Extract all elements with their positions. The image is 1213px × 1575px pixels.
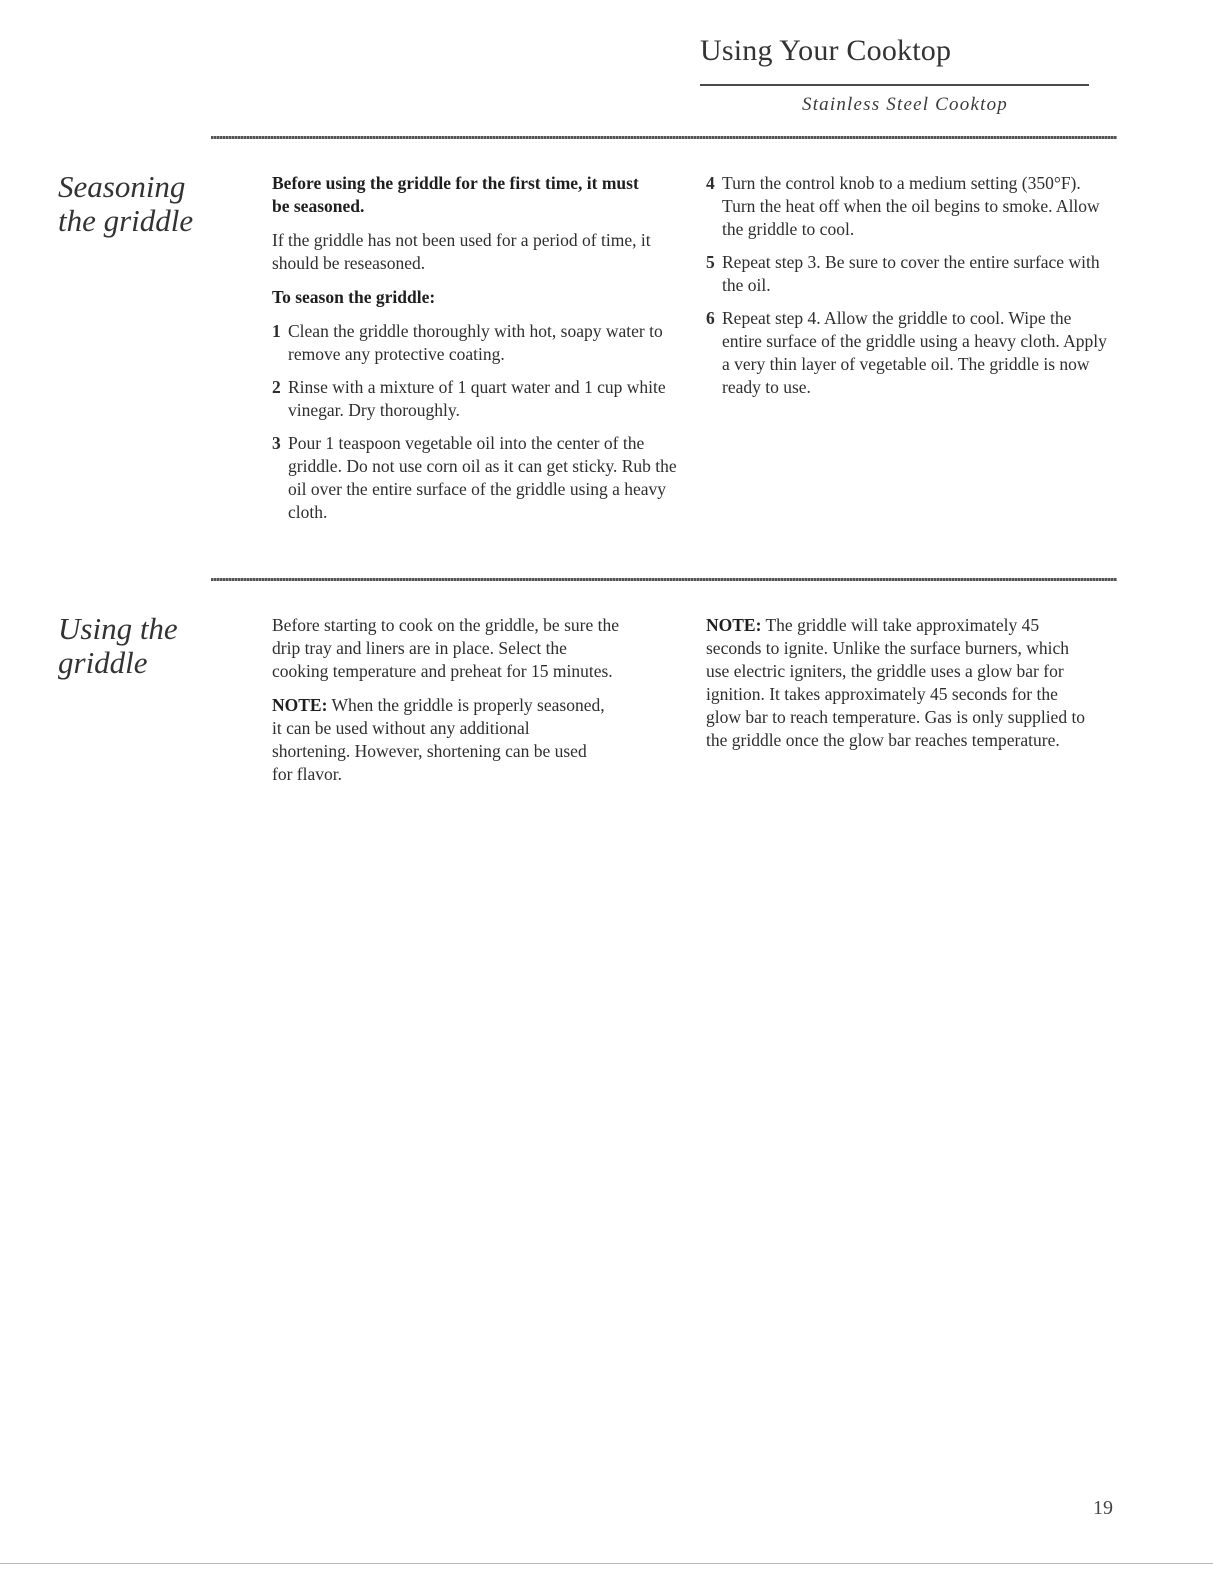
step-item [706,251,1107,297]
step-number: 5 [706,252,715,272]
step-number: 1 [272,321,281,341]
step-number: 6 [706,308,715,328]
step-number: 2 [272,377,281,397]
step-text: Repeat step 4. Allow the griddle to cool. Wipe the entire surface of the griddle using a heavy cloth. Apply a very thin layer of vegetable oil. The griddle is now ready to use. [722,308,1107,397]
using-left-column [272,614,622,797]
reseason-text: If the griddle has not been used for a period of time, it should be reseasoned. [272,230,651,273]
seasoning-intro: Before using the griddle for the first time, it must be seasoned. [272,173,639,216]
step-text: Turn the control knob to a medium setting (350°F). Turn the heat off when the oil begins to smoke. Allow the griddle to cool. [722,173,1100,239]
using-note [272,694,607,786]
seasoning-left-column [272,172,682,534]
using-right-column [706,614,1096,763]
section-divider [211,578,1117,581]
page-number: 19 [1093,1497,1113,1519]
seasoning-right-column [706,172,1106,409]
to-season-heading: To season the griddle: [272,287,436,307]
step-text: Rinse with a mixture of 1 quart water and 1 cup white vinegar. Dry thoroughly. [288,377,666,420]
step-text: Repeat step 3. Be sure to cover the entire surface with the oil. [722,252,1100,295]
header-rule [700,84,1089,86]
section-title-using [58,612,208,680]
step-text: Pour 1 teaspoon vegetable oil into the center of the griddle. Do not use corn oil as it can get sticky. Rub the oil over the entire surface of the griddle using a heavy cloth. [288,433,677,522]
ignition-note [706,614,1096,752]
using-intro-text: Before starting to cook on the griddle, be sure the drip tray and liners are in place. Select the cooking temperature and preheat for 15 minutes. [272,615,619,681]
note-text: The griddle will take approximately 45 seconds to ignite. Unlike the surface burners, which use electric igniters, the griddle uses a glow bar for ignition. It takes approximately 45 seconds for the glow bar to reach temperature. Gas is only supplied to the griddle once the glow bar reaches temperature. [706,615,1086,750]
step-item [272,432,688,524]
step-item [272,376,673,422]
page-header-title: Using Your Cooktop [700,34,952,67]
page-header-subtitle: Stainless Steel Cooktop [802,94,1008,115]
note-text: When the griddle is properly seasoned, it can be used without any additional shortening. However, shortening can be used for flavor. [272,695,605,784]
step-number: 3 [272,433,281,453]
note-label: NOTE: [272,695,328,715]
section-title-line: Seasoning [58,169,186,204]
section-divider [211,136,1117,139]
step-number: 4 [706,173,715,193]
note-label: NOTE: [706,615,762,635]
step-item [272,320,682,366]
section-title-line: Using the [58,611,178,646]
section-title-line: the griddle [58,203,194,238]
step-item [706,307,1112,399]
step-text: Clean the griddle thoroughly with hot, soapy water to remove any protective coating. [288,321,663,364]
section-title-line: griddle [58,645,148,680]
step-item [706,172,1106,241]
section-title-seasoning [58,170,208,238]
scan-edge-line [0,1563,1213,1564]
